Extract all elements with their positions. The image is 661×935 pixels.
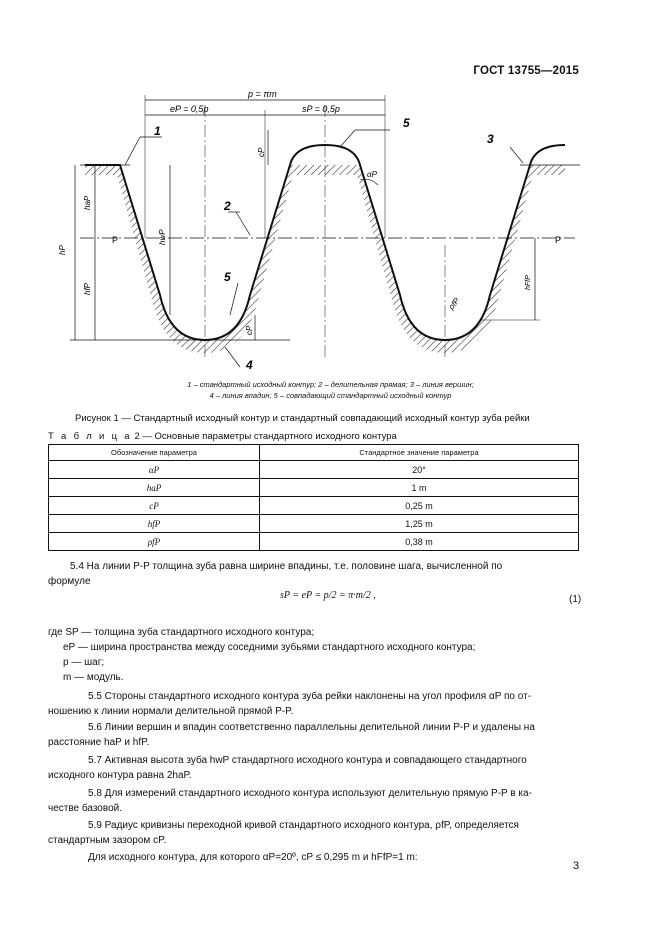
param-symbol: ρfP xyxy=(49,533,260,551)
p-right-label: P xyxy=(555,235,562,245)
where-line3: p — шаг; xyxy=(63,657,105,668)
callout-2: 2 xyxy=(224,199,231,213)
callout-5b: 5 xyxy=(224,270,231,284)
callout-3: 3 xyxy=(487,132,494,146)
callout-5a: 5 xyxy=(403,116,410,130)
param-symbol: hfP xyxy=(49,515,260,533)
cp-top-label: cP xyxy=(257,147,266,157)
para-5-7-line1: 5.7 Активная высота зуба hwP стандартного исходного контура и совпадающего стандартного xyxy=(88,755,527,766)
param-value: 0,25 m xyxy=(260,497,579,515)
para-5-7-line2: исходного контура равна 2haP. xyxy=(48,770,192,781)
hfp-label: hfP xyxy=(83,282,92,295)
para-5-8-line2: честве базовой. xyxy=(48,803,122,814)
p-left-label: P xyxy=(112,235,119,245)
equation-number: (1) xyxy=(569,594,582,605)
table-row xyxy=(49,461,579,479)
where-line2: eP — ширина пространства между соседними зубьями стандартного исходного контура; xyxy=(63,642,476,653)
para-5-9-line2: стандартным зазором cP. xyxy=(48,835,167,846)
alpha-label: αP xyxy=(367,170,377,179)
para-5-5-line1: 5.5 Стороны стандартного исходного контура зуба рейки наклонены на угол профиля αP по от- xyxy=(88,691,532,702)
para-5-6-line1: 5.6 Линии вершин и впадин соответственно параллельны делительной линии P-P и удалены на xyxy=(88,722,535,733)
table-row xyxy=(49,515,579,533)
table-header: Стандартное значение параметра xyxy=(260,445,579,461)
param-symbol: αP xyxy=(49,461,260,479)
para-contour-condition: Для исходного контура, для которого αP=20º, cP ≤ 0,295 m и hFfP=1 m: xyxy=(88,852,418,863)
figure-legend-line1: 1 – стандартный исходный контур; 2 – делительная прямая; 3 – линия вершин; xyxy=(187,380,474,389)
hap-label: haP xyxy=(83,195,92,210)
table-row xyxy=(49,479,579,497)
hffp-label: hFfP xyxy=(525,275,532,290)
para-5-5-line2: ношению к линии нормали делительной прямой P-P. xyxy=(48,706,294,717)
sp-label: sP = 0,5p xyxy=(302,104,340,114)
table-header-row xyxy=(49,445,579,461)
hp-label: hP xyxy=(58,245,67,255)
rack-profile-figure xyxy=(40,85,600,375)
param-symbol: cP xyxy=(49,497,260,515)
table-caption xyxy=(48,431,397,442)
table-caption-rest: 2 — Основные параметры стандартного исходного контура xyxy=(131,431,397,442)
pitch-label: p = πm xyxy=(248,89,277,99)
param-value: 1,25 m xyxy=(260,515,579,533)
figure-caption: Рисунок 1 — Стандартный исходный контур и стандартный совпадающий исходный контур зуба рейки xyxy=(75,413,530,424)
table-row xyxy=(49,497,579,515)
parameters-table xyxy=(48,444,579,551)
document-header: ГОСТ 13755—2015 xyxy=(473,65,579,77)
param-symbol: haP xyxy=(49,479,260,497)
table-header: Обозначение параметра xyxy=(49,445,260,461)
rho-label: ρfP xyxy=(446,296,462,312)
param-value: 1 m xyxy=(260,479,579,497)
callout-1: 1 xyxy=(154,124,161,138)
param-value: 20° xyxy=(260,461,579,479)
para-5-9-line1: 5.9 Радиус кривизны переходной кривой стандартного исходного контура, ρfP, определяется xyxy=(88,820,519,831)
hwp-label: hwP xyxy=(158,229,167,245)
para-5-4-line1: 5.4 На линии P-P толщина зуба равна ширине впадины, т.е. половине шага, вычисленной по xyxy=(70,561,503,572)
page-number: 3 xyxy=(573,860,580,872)
para-5-8-line1: 5.8 Для измерений стандартного исходного контура используют делительную прямую P-P в ка- xyxy=(88,788,532,799)
figure-legend-line2: 4 – линия впадин; 5 – совпадающий стандартный исходный контур xyxy=(209,391,452,400)
where-line4: m — модуль. xyxy=(63,672,124,683)
ep-label: eP = 0,5p xyxy=(170,104,209,114)
para-5-4-line2: формуле xyxy=(48,576,91,587)
callout-4: 4 xyxy=(246,358,253,372)
para-5-6-line2: расстояние haP и hfP. xyxy=(48,737,150,748)
table-row xyxy=(49,533,579,551)
cp-bottom-label: cP xyxy=(245,325,254,335)
equation-1: sP = eP = p/2 = π·m/2 , xyxy=(280,590,376,601)
where-line1: где SP — толщина зуба стандартного исходного контура; xyxy=(48,627,315,638)
param-value: 0,38 m xyxy=(260,533,579,551)
table-caption-prefix: Т а б л и ц а xyxy=(48,431,132,442)
